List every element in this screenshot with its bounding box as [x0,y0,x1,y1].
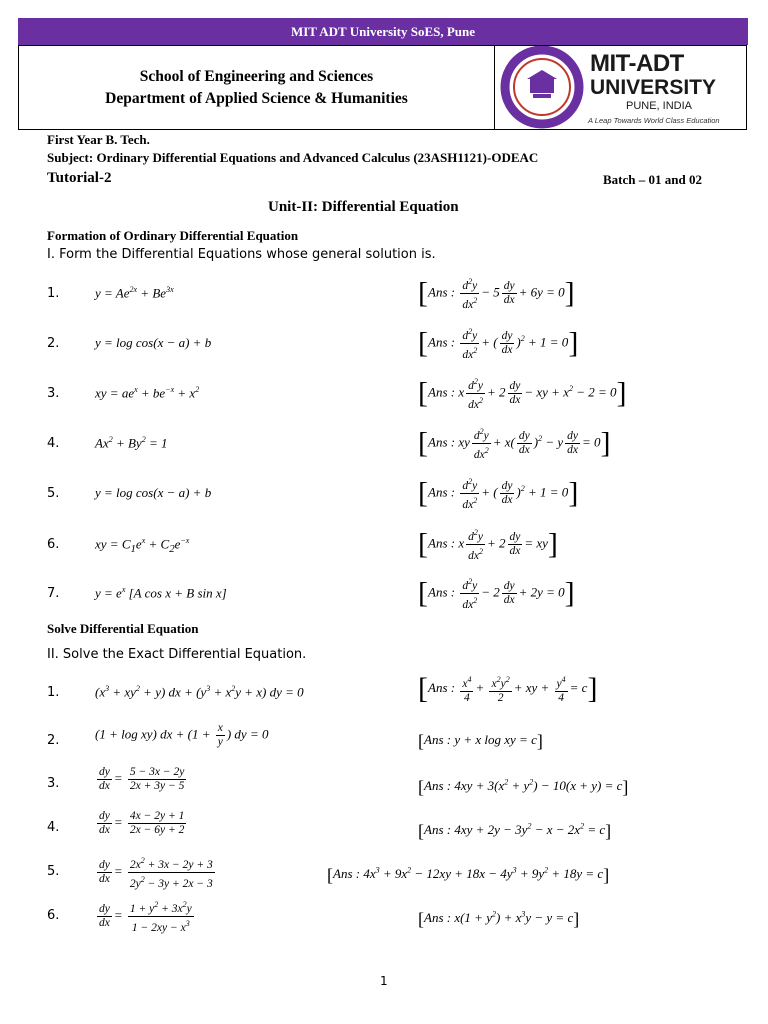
q2-equation: y = log cos(x − a) + b [95,335,212,350]
q5-number: 5. [47,486,60,501]
s3-equation: $\frac{dy}{dx}$ = $\frac{5 - 3x - 2y}{2x + 3y - 5}$ [99,766,185,792]
q7-equation: $y = e^x$ [A cos x + B sin x] [95,585,227,601]
s1-answer: [Ans : $\frac{x^4}{4}$ + $\frac{x^2y^2}{2}$ + xy + $\frac{y^4}{4}$ = c] [418,671,598,705]
subject-line: Subject: Ordinary Differential Equations and Advanced Calculus (23ASH1121)-ODEAC [47,150,539,165]
s2-number: 2. [47,733,60,748]
section2-heading: Solve Differential Equation [47,621,199,636]
s4-equation: $\frac{dy}{dx}$ = $\frac{4x - 2y + 1}{2x - 6y + 2}$ [99,810,185,836]
s1-number: 1. [47,685,60,700]
header-box [18,45,747,130]
department-name: Department of Applied Science & Humanities [105,89,408,107]
s6-equation: $\frac{dy}{dx}$ = $\frac{1 + y^2 + 3x^2y}{1 - 2xy - x^3}$ [99,900,192,934]
logo-wordmark: MIT-ADT [590,50,684,77]
q1-answer: [Ans : $\frac{d^2y}{dx^2}$ − 5 $\frac{dy}{dx}$ + 6y = 0] [418,276,575,311]
batch-label: Batch – 01 and 02 [603,172,702,187]
s1-equation: $(x^3 + xy^2 + y)$ dx + $(y^3 + x^2y + x)$ dy = 0 [95,684,304,700]
university-logo [495,46,747,129]
q4-answer: [Ans : xy $\frac{d^2y}{dx^2}$ + x( $\frac{dy}{dx}$ )$^2$ − y $\frac{dy}{dx}$ = 0] [418,426,611,461]
q7-answer: [Ans : $\frac{d^2y}{dx^2}$ − 2 $\frac{dy}{dx}$ + 2y = 0] [418,576,575,611]
seal-icon [497,46,587,129]
s5-number: 5. [47,864,60,879]
logo-university: UNIVERSITY [590,76,717,99]
tutorial-title: Tutorial-2 [47,170,112,186]
q2-number: 2. [47,336,60,351]
q6-number: 6. [47,537,60,552]
s2-answer: [Ans : y + x log xy = c] [418,731,543,751]
year-line: First Year B. Tech. [47,132,150,147]
q3-equation: xy = $ae^x + be^{-x} + x^2$ [95,385,200,401]
header-titles [19,46,495,129]
section1-instruction: I. Form the Differential Equations whose general solution is. [47,247,436,262]
q6-answer: [Ans : x $\frac{d^2y}{dx^2}$ + 2 $\frac{dy}{dx}$ = xy] [418,527,558,562]
q4-number: 4. [47,436,60,451]
q4-equation: $Ax^2 + By^2 = 1$ [95,435,168,451]
s6-answer: [Ans : $x(1 + y^2) + x^3y - y = c$] [418,909,580,929]
s3-answer: [Ans : $4xy + 3(x^2 + y^2) - 10(x + y) = c$] [418,777,629,797]
q1-number: 1. [47,286,60,301]
q6-equation: xy = $C_1e^x + C_2e^{-x}$ [95,536,190,555]
q2-answer: [Ans : $\frac{d^2y}{dx^2}$ + ( $\frac{dy}{dx}$ )$^2$ + 1 = 0] [418,326,579,361]
s5-equation: $\frac{dy}{dx}$ = $\frac{2x^2 + 3x - 2y + 3}{2y^2 - 3y + 2x - 3}$ [99,856,213,890]
header-banner: MIT ADT University SoES, Pune [18,18,748,45]
s6-number: 6. [47,908,60,923]
page-number: 1 [380,974,388,988]
q3-answer: [Ans : x $\frac{d^2y}{dx^2}$ + 2 $\frac{dy}{dx}$ − xy + $x^2 - 2 = 0$] [418,376,627,411]
s3-number: 3. [47,776,60,791]
q3-number: 3. [47,386,60,401]
logo-tagline: A Leap Towards World Class Education [588,116,720,125]
s4-answer: [Ans : $4xy + 2y - 3y^2 - x - 2x^2 = c$] [418,821,612,841]
s5-answer: [Ans : $4x^3 + 9x^2 - 12xy + 18x - 4y^3 + 9y^2 + 18y = c$] [327,865,610,885]
q5-equation: y = log cos(x − a) + b [95,485,212,500]
s2-equation: (1 + log xy) dx + (1 + $\frac{x}{y}$ ) dy = 0 [95,722,269,748]
s4-number: 4. [47,820,60,835]
section1-heading: Formation of Ordinary Differential Equation [47,228,299,243]
q7-number: 7. [47,586,60,601]
section2-instruction: II. Solve the Exact Differential Equation. [47,647,307,662]
logo-location: PUNE, INDIA [626,100,693,112]
q1-equation: $y = Ae^{2x} + Be^{3x}$ [95,285,174,301]
q5-answer: [Ans : $\frac{d^2y}{dx^2}$ + ( $\frac{dy}{dx}$ )$^2$ + 1 = 0] [418,476,579,511]
unit-title: Unit-II: Differential Equation [268,199,459,215]
school-name: School of Engineering and Sciences [139,67,374,85]
